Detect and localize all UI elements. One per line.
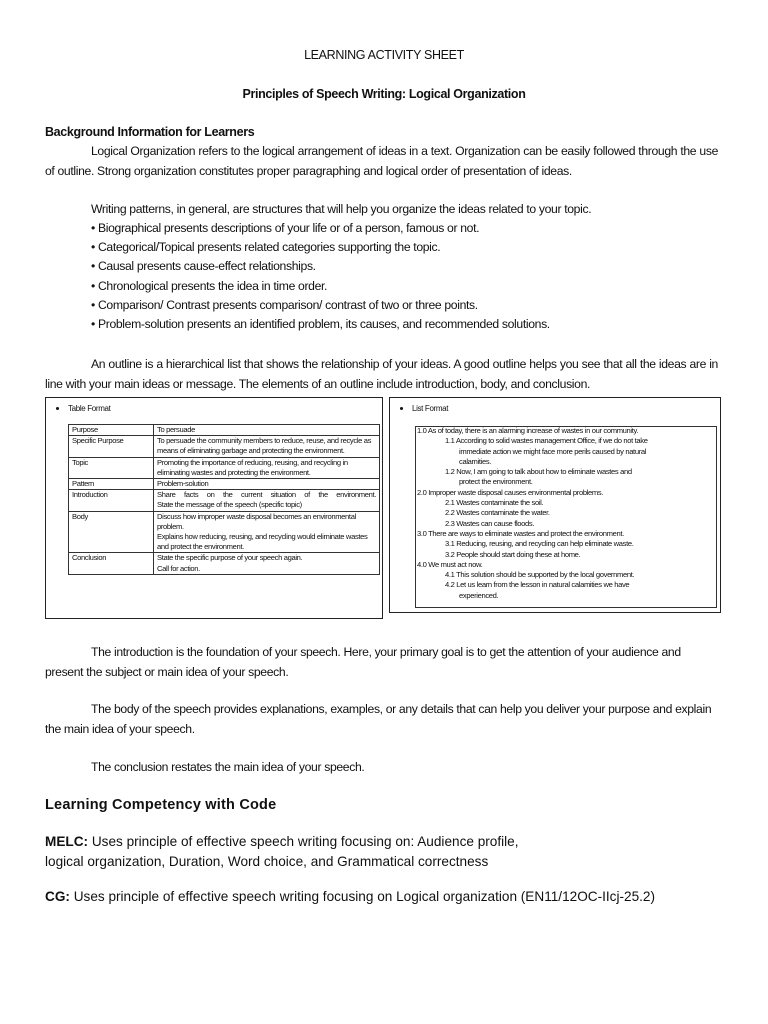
bullet-icon <box>56 407 59 410</box>
cg-text: Uses principle of effective speech writing focusing on Logical organization (EN11/12OC-IIcj-25.2) <box>69 889 656 904</box>
table-cell-label: Topic <box>69 457 154 478</box>
list-outline-line: 2.0 Improper waste disposal causes environmental problems. <box>417 487 604 497</box>
table-cell-value <box>154 490 380 511</box>
table-cell-label: Purpose <box>69 425 154 436</box>
list-outline-line: protect the environment. <box>459 477 533 487</box>
table-cell-line: State the message of the speech (specific topic) <box>157 500 302 510</box>
table-cell-line: Explains how reducing, reusing, and recycling would eliminate wastes and protect the environment. <box>157 532 368 552</box>
table-cell-label: Specific Purpose <box>69 436 154 457</box>
paragraph-body: The body of the speech provides explanations, examples, or any details that can help you deliver your purpose and explain the main idea of your speech. <box>45 702 712 736</box>
list-item: • Chronological presents the idea in time order. <box>91 278 328 293</box>
list-outline-line: 4.2 Let us learn from the lesson in natural calamities we have <box>445 580 630 590</box>
competency-heading: Learning Competency with Code <box>45 797 277 813</box>
paragraph-introduction: The introduction is the foundation of your speech. Here, your primary goal is to get the attention of your audience and present the subject or main idea of your speech. <box>45 645 681 679</box>
list-outline-line: 1.1 According to solid wastes management Office, if we do not take <box>445 436 648 446</box>
list-outline-line: 1.2 Now, I am going to talk about how to eliminate wastes and <box>445 467 632 477</box>
list-format-label: List Format <box>412 404 449 413</box>
table-row <box>69 457 380 478</box>
table-row <box>69 425 380 436</box>
table-row <box>69 553 380 574</box>
list-outline-line: 3.0 There are ways to eliminate wastes and protect the environment. <box>417 528 624 538</box>
list-item: • Comparison/ Contrast presents comparison/ contrast of two or three points. <box>91 297 478 312</box>
table-cell-value: Promoting the importance of reducing, reusing, and recycling in eliminating wastes and protecting the environment. <box>154 457 380 478</box>
list-outline-line: calamities. <box>459 456 492 466</box>
list-format-box <box>389 397 721 613</box>
bullet-icon <box>400 407 403 410</box>
outline-table <box>68 424 380 575</box>
table-cell-value <box>154 553 380 574</box>
table-row <box>69 436 380 457</box>
table-row <box>69 511 380 553</box>
melc-text-line2: logical organization, Duration, Word choice, and Grammatical correctness <box>45 853 489 869</box>
paragraph-conclusion: The conclusion restates the main idea of your speech. <box>91 760 365 774</box>
table-cell-line: Discuss how improper waste disposal becomes an environmental problem. <box>157 511 356 531</box>
list-outline-line: 2.3 Wastes can cause floods. <box>445 518 535 528</box>
melc-block <box>45 832 745 871</box>
list-outline-line: 3.2 People should start doing these at home. <box>445 549 581 559</box>
list-outline-line: 4.1 This solution should be supported by the local government. <box>445 570 635 580</box>
table-cell-label: Pattern <box>69 479 154 490</box>
table-cell-label: Introduction <box>69 490 154 511</box>
list-format-heading <box>400 404 448 413</box>
table-row <box>69 479 380 490</box>
table-cell-label: Conclusion <box>69 553 154 574</box>
cg-block <box>45 887 745 907</box>
table-format-label: Table Format <box>68 404 111 413</box>
list-outline-line: immediate action we might face more perils caused by natural <box>459 446 647 456</box>
cg-label: CG: <box>45 889 70 904</box>
list-outline-line: 1.0 As of today, there is an alarming increase of wastes in our community. <box>417 426 639 435</box>
table-cell-line: Share facts on the current situation of the environment. <box>157 490 376 500</box>
table-cell-label: Body <box>69 511 154 553</box>
document-subtitle: Principles of Speech Writing: Logical Organization <box>242 87 526 101</box>
melc-text: Uses principle of effective speech writing focusing on: Audience profile, <box>88 834 519 849</box>
list-outline-line: 2.1 Wastes contaminate the soil. <box>445 498 544 508</box>
list-item: • Biographical presents descriptions of your life or of a person, famous or not. <box>91 221 480 235</box>
list-item: • Categorical/Topical presents related categories supporting the topic. <box>91 240 441 255</box>
list-outline-line: 2.2 Wastes contaminate the water. <box>445 508 550 518</box>
table-format-heading <box>56 404 110 413</box>
list-outline <box>417 426 713 601</box>
background-heading: Background Information for Learners <box>45 125 255 139</box>
list-item: • Causal presents cause-effect relationships. <box>91 259 316 274</box>
table-cell-value: To persuade <box>154 425 380 436</box>
table-cell-value: To persuade the community members to reduce, reuse, and recycle as means of eliminating garbage and protecting the environment. <box>154 436 380 457</box>
paragraph-writing-patterns: Writing patterns, in general, are structures that will help you organize the ideas related to your topic. <box>91 202 592 216</box>
melc-label: MELC: <box>45 834 89 849</box>
table-cell-value: Problem-solution <box>154 479 380 490</box>
list-outline-line: 3.1 Reducing, reusing, and recycling can help eliminate waste. <box>445 539 634 549</box>
table-cell-line: State the specific purpose of your speech again. <box>157 553 303 563</box>
paragraph-logical-organization: Logical Organization refers to the logical arrangement of ideas in a text. Organization can be easily followed through the use of outline. Strong organization constitutes proper paragraphing and logical order of presentation of ideas. <box>45 144 718 178</box>
table-row <box>69 490 380 511</box>
writing-patterns-list <box>91 219 721 334</box>
table-cell-line: Call for action. <box>157 563 200 573</box>
list-outline-line: 4.0 We must act now. <box>417 559 483 569</box>
table-cell-value <box>154 511 380 553</box>
table-format-box <box>45 397 383 619</box>
document-title: LEARNING ACTIVITY SHEET <box>304 48 464 62</box>
paragraph-outline: An outline is a hierarchical list that shows the relationship of your ideas. A good outline helps you see that all the ideas are in line with your main ideas or message. The elements of an outline include introduction, body, and conclusion. <box>45 357 718 391</box>
list-item: • Problem-solution presents an identified problem, its causes, and recommended solutions. <box>91 317 550 332</box>
list-outline-line: experienced. <box>459 590 499 600</box>
